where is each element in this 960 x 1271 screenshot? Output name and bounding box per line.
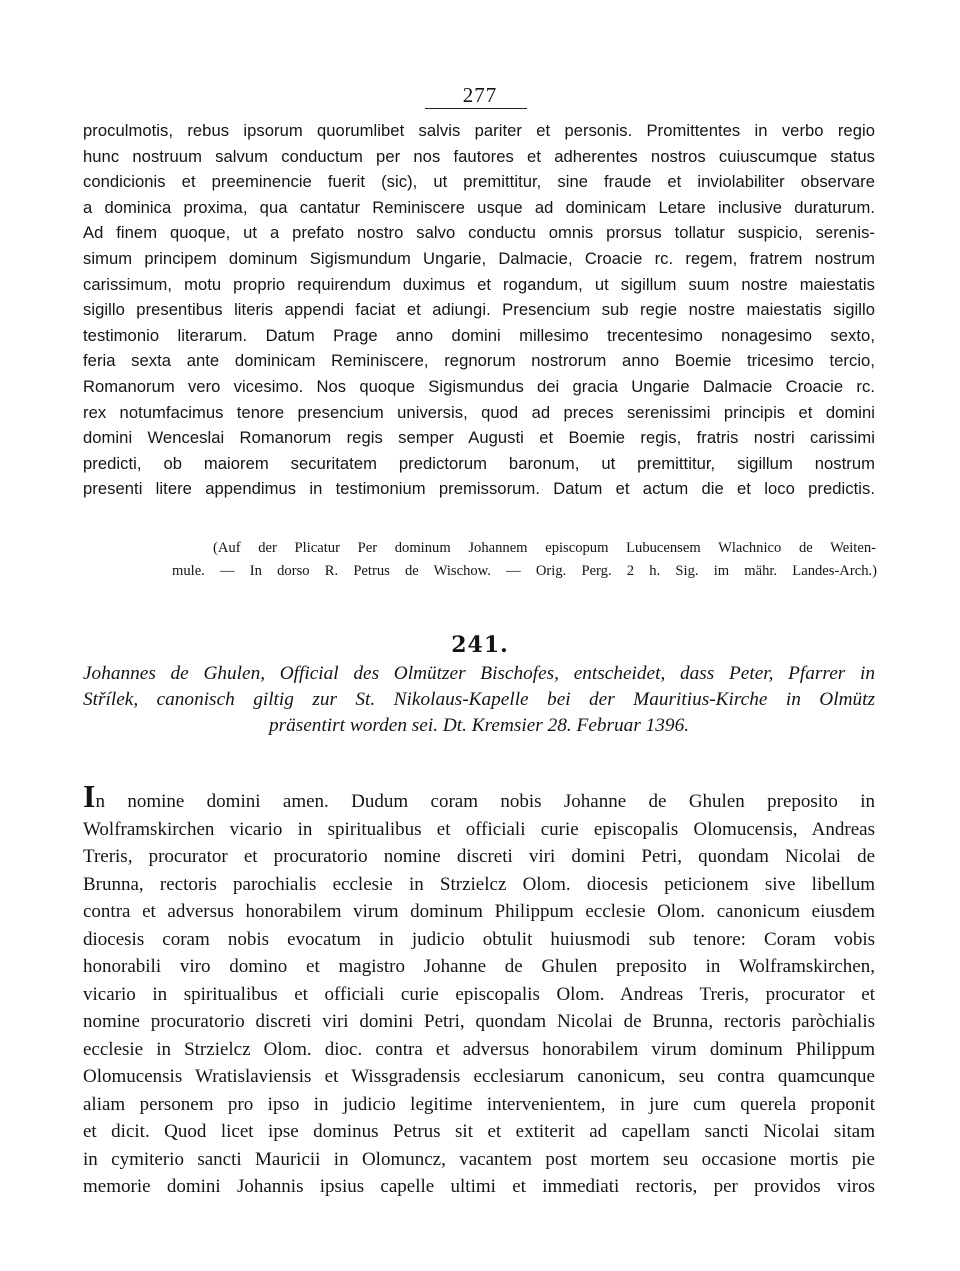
text-line: domini Wenceslai Romanorum regis semper Augusti et Boemie regis, fratris nostri carissimi — [83, 428, 875, 448]
text-line: predicti, ob maiorem securitatem predictorum baronum, ut premittitur, sigillum nostrum — [83, 453, 875, 473]
source-note-line: (Auf der Plicatur Per dominum Johannem episcopum Lubucensem Wlachnico de Weiten- — [213, 540, 876, 556]
body-line: diocesis coram nobis evocatum in judicio obtulit huiusmodi sub tenore: Coram vobis — [83, 928, 875, 950]
body-first-line — [83, 778, 875, 816]
regest-line: präsentirt worden sei. Dt. Kremsier 28. Februar 1396. — [268, 714, 690, 736]
text-line: condicionis et preeminencie fuerit (sic), ut premittitur, sine fraude et inviolabiliter observare — [83, 172, 875, 192]
body-line: honorabili viro domino et magistro Johanne de Ghulen preposito in Wolframskirchen, — [83, 956, 875, 977]
text-line: simum principem dominum Sigismundum Ungarie, Dalmacie, Croacie rc. regem, fratrem nostrum — [83, 248, 875, 268]
body-line: Brunna, rectoris parochialis ecclesie in Strzielcz Olom. diocesis peticionem sive libellum — [83, 873, 875, 895]
drop-cap: I — [83, 778, 96, 814]
text-line: Ad finem quoque, ut a prefato nostro salvo conductu omnis prorsus tollatur suspicio, serenis- — [83, 223, 875, 243]
regest — [83, 661, 875, 738]
text-line: testimonio literarum. Datum Prage anno domini millesimo trecentesimo nonagesimo sexto, — [83, 325, 875, 345]
body-line: Olomucensis Wratislaviensis et Wissgradensis ecclesiarum canonicum, seu contra quamcunque — [83, 1066, 875, 1087]
text-line: sigillo presentibus literis appendi faciat et adiungi. Presencium sub regie nostre maiestatis sigillo — [83, 300, 875, 320]
text-line: Romanorum vero vicesimo. Nos quoque Sigismundus dei gracia Ungarie Dalmacie Croacie rc. — [83, 376, 875, 396]
body-line: nomine procuratorio discreti viri domini Petri, quondam Nicolai de Brunna, rectoris paròchialis — [83, 1011, 875, 1032]
continuation-text — [83, 118, 875, 502]
page-number: 277 — [462, 83, 498, 107]
body-line: aliam personem pro ipso in judicio legitime intervenientem, in jure cum querela proponit — [83, 1093, 875, 1115]
source-note-line: mule. — In dorso R. Petrus de Wischow. — Orig. Perg. 2 h. Sig. im mähr. Landes-Arch.) — [172, 563, 877, 579]
text-line: carissimum, motu proprio requirendum duximus et rogandum, ut sigillum suum nostre maiestatis — [83, 274, 875, 294]
body-line: Treris, procurator et procuratorio nomine discreti viri domini Petri, quondam Nicolai de — [83, 846, 875, 867]
body-line: memorie domini Johannis ipsius capelle ultimi et immediati rectoris, per providos viros — [83, 1176, 875, 1197]
regest-line: Johannes de Ghulen, Official des Olmützer Bischofes, entscheidet, dass Peter, Pfarrer in — [83, 663, 875, 684]
body-first-line-text: n nomine domini amen. Dudum coram nobis Johanne de Ghulen preposito in — [95, 791, 875, 812]
body-line: et dicit. Quod licet ipse dominus Petrus sit et extiterit ad capellam sancti Nicolai sitam — [83, 1121, 875, 1142]
body-line: contra et adversus honorabilem virum dominum Philippum ecclesie Olom. canonicum eiusdem — [83, 901, 875, 922]
regest-line: Střílek, canonisch giltig zur St. Nikolaus-Kapelle bei der Mauritius-Kirche in Olmütz — [83, 688, 875, 710]
body-line: vicario in spiritualibus et officiali curie episcopalis Olom. Andreas Treris, procurator et — [83, 983, 875, 1005]
text-line: proculmotis, rebus ipsorum quorumlibet salvis pariter et personis. Promittentes in verbo regio — [83, 121, 875, 140]
body-line: in cymiterio sancti Mauricii in Olomuncz, vacantem post mortem seu occasione mortis pie — [83, 1148, 875, 1170]
text-line: presenti litere appendimus in testimonium premissorum. Datum et actum die et loco predictis. — [83, 479, 875, 499]
document-body — [83, 778, 875, 1201]
text-line: hunc nostruum salvum conductum per nos fautores et adherentes nostros cuiuscumque status — [83, 146, 875, 166]
document-number: 241. — [451, 632, 509, 658]
text-line: a dominica proxima, qua cantatur Reminiscere usque ad dominicam Letare inclusive duraturum. — [83, 197, 875, 217]
body-line: Wolframskirchen vicario in spiritualibus et officiali curie episcopalis Olomucensis, Andreas — [83, 818, 875, 840]
page-number-rule — [425, 108, 527, 109]
text-line: feria sexta ante dominicam Reminiscere, regnorum nostrorum anno Boemie tricesimo tercio, — [83, 351, 875, 371]
body-line: ecclesie in Strzielcz Olom. dioc. contra et adversus honorabilem virum dominum Philippum — [83, 1038, 875, 1060]
text-line: rex notumfacimus tenore presencium universis, quod ad preces serenissimi principis et domini — [83, 402, 875, 422]
